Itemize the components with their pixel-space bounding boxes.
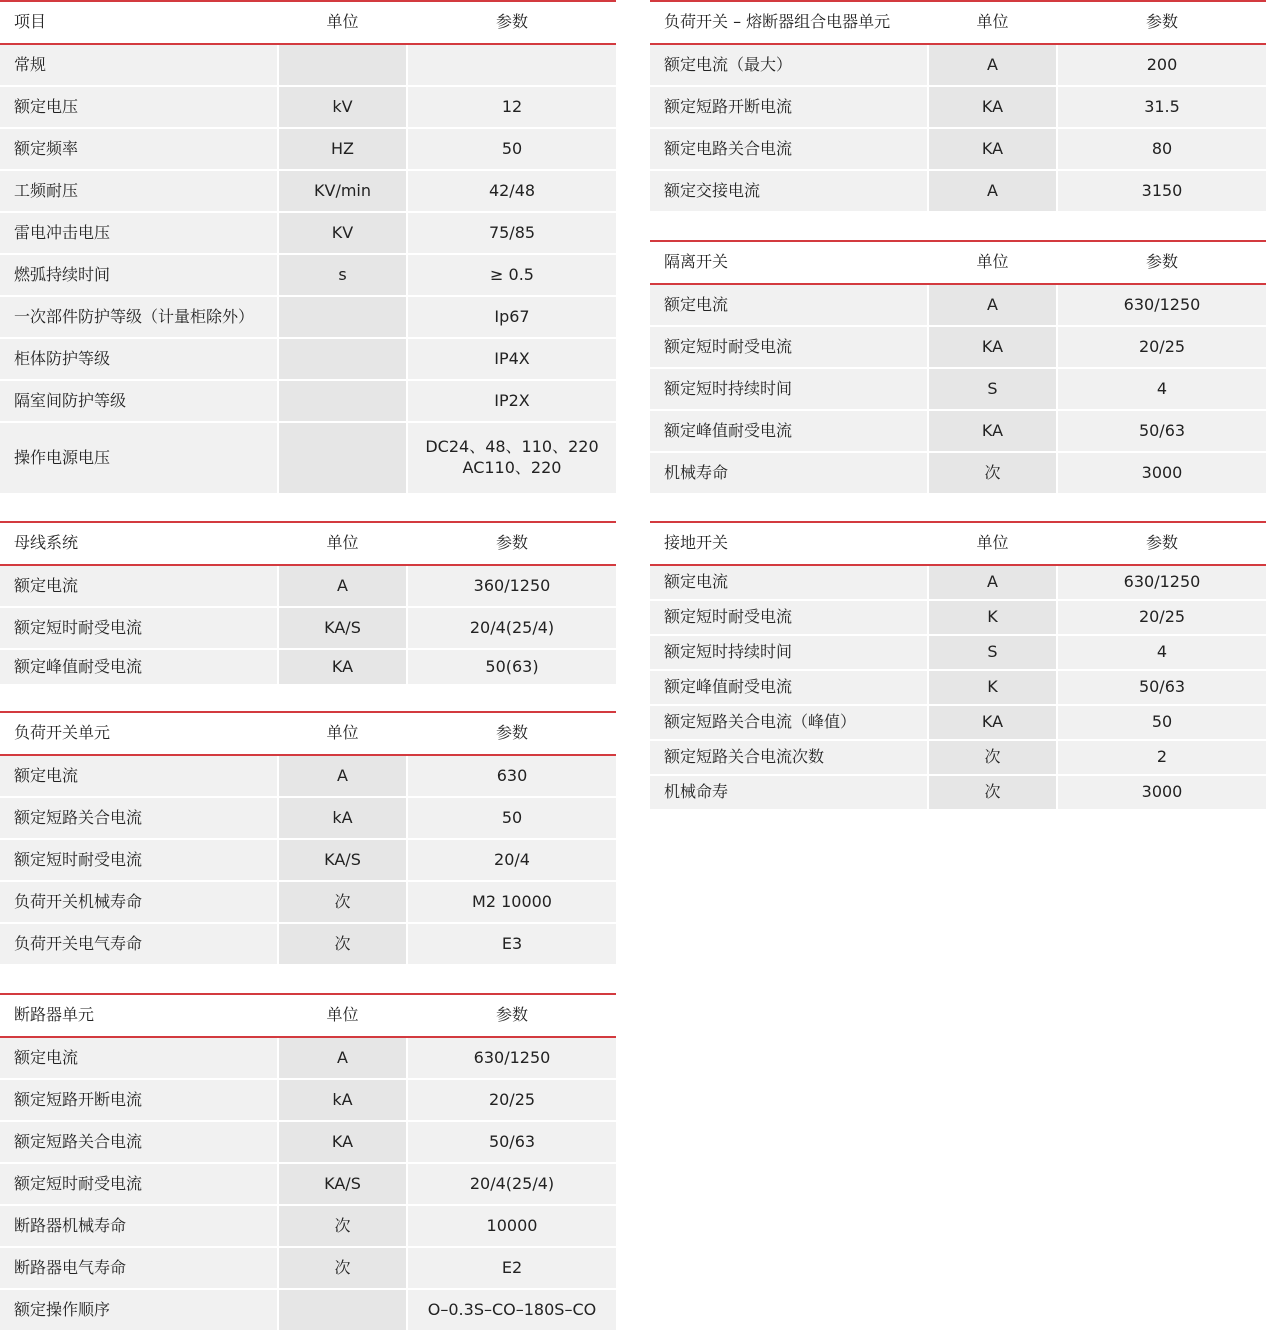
param-lines — [425, 437, 598, 479]
table-body — [0, 45, 616, 493]
table-body — [650, 45, 1266, 211]
table-row — [650, 45, 1266, 87]
row-param-value: 200 — [1146, 54, 1178, 74]
header-param: 参数 — [1145, 533, 1178, 553]
header-item: 母线系统 — [14, 533, 79, 553]
row-param-value: IP4X — [494, 348, 530, 368]
row-param-value: M2 10000 — [472, 891, 552, 911]
header-unit: 单位 — [277, 2, 408, 43]
row-item-name: 额定电流 — [14, 1047, 79, 1067]
table-row — [0, 840, 616, 882]
row-param-value: 50/63 — [1138, 420, 1186, 440]
row-item-name: 额定电流 — [664, 572, 729, 592]
header-unit: 单位 — [927, 523, 1058, 564]
row-item-name: 额定短路开断电流 — [14, 1089, 143, 1109]
row-unit: KA — [927, 411, 1058, 451]
table-row — [0, 297, 616, 339]
row-unit: S — [927, 369, 1058, 409]
row-item-name: 额定频率 — [14, 138, 79, 158]
row-item-name: 常规 — [14, 54, 47, 74]
table-row — [650, 636, 1266, 671]
header-param: 参数 — [495, 12, 528, 32]
table-row — [650, 369, 1266, 411]
row-item-name: 额定电压 — [14, 96, 79, 116]
table-row — [0, 1290, 616, 1330]
row-item-name: 额定短路关合电流（峰值） — [664, 712, 857, 732]
row-param-value: 3000 — [1141, 462, 1183, 482]
table-header — [650, 242, 1266, 285]
row-unit: 次 — [277, 1206, 408, 1246]
row-unit: A — [927, 171, 1058, 211]
table-breaker — [0, 993, 616, 1330]
row-param-value: Ip67 — [494, 306, 530, 326]
row-param-value: 3150 — [1141, 180, 1183, 200]
row-item-name: 额定交接电流 — [664, 180, 761, 200]
row-param-value: 31.5 — [1144, 96, 1180, 116]
row-item-name: 额定操作顺序 — [14, 1299, 111, 1319]
row-unit: KA/S — [277, 608, 408, 648]
table-header — [0, 523, 616, 566]
row-param-value: 20/25 — [1138, 336, 1186, 356]
row-param-value: 20/4(25/4) — [469, 617, 555, 637]
table-row — [0, 1248, 616, 1290]
table-row — [0, 566, 616, 608]
row-param-value: 10000 — [486, 1215, 538, 1235]
row-item-name: 额定短时持续时间 — [664, 378, 793, 398]
row-unit — [277, 339, 408, 379]
header-item: 负荷开关单元 — [14, 723, 111, 743]
param-line: DC24、48、110、220 — [425, 437, 599, 457]
table-body — [0, 756, 616, 964]
table-row — [650, 601, 1266, 636]
table-fuse-combination — [650, 0, 1266, 211]
row-param-value: 2 — [1156, 747, 1168, 767]
row-unit: KA/S — [277, 840, 408, 880]
row-item-name: 一次部件防护等级（计量柜除外） — [14, 306, 255, 326]
row-unit: s — [277, 255, 408, 295]
header-unit: 单位 — [277, 523, 408, 564]
table-header — [650, 523, 1266, 566]
row-param-value: 20/4(25/4) — [469, 1173, 555, 1193]
row-unit: 次 — [927, 741, 1058, 774]
row-param-value: 12 — [501, 96, 523, 116]
table-row — [0, 882, 616, 924]
row-unit: 次 — [927, 453, 1058, 493]
row-item-name: 负荷开关机械寿命 — [14, 891, 143, 911]
row-unit: 次 — [277, 1248, 408, 1288]
header-item: 隔离开关 — [664, 252, 729, 272]
row-param-value: 20/4 — [494, 849, 530, 869]
table-row — [0, 1080, 616, 1122]
row-param-value: E3 — [501, 933, 523, 953]
table-general — [0, 0, 616, 493]
row-unit: kA — [277, 798, 408, 838]
row-param-value: 630/1250 — [473, 1047, 551, 1067]
table-row — [0, 87, 616, 129]
row-item-name: 额定峰值耐受电流 — [664, 420, 793, 440]
table-body — [0, 1038, 616, 1330]
row-item-name: 额定短时耐受电流 — [14, 1173, 143, 1193]
row-item-name: 额定电流 — [664, 294, 729, 314]
row-item-name: 额定短路开断电流 — [664, 96, 793, 116]
table-header — [0, 713, 616, 756]
row-item-name: 额定峰值耐受电流 — [14, 656, 143, 676]
table-row — [650, 87, 1266, 129]
table-row — [650, 411, 1266, 453]
row-unit: 次 — [277, 882, 408, 922]
table-row — [650, 171, 1266, 211]
table-row — [650, 776, 1266, 809]
table-row — [0, 45, 616, 87]
table-row — [0, 255, 616, 297]
row-item-name: 额定短路关合电流 — [14, 807, 143, 827]
row-item-name: 额定电路关合电流 — [664, 138, 793, 158]
table-row — [0, 756, 616, 798]
row-item-name: 隔室间防护等级 — [14, 390, 127, 410]
row-unit: A — [927, 285, 1058, 325]
table-body — [650, 285, 1266, 493]
table-row — [0, 1038, 616, 1080]
row-item-name: 雷电冲击电压 — [14, 222, 111, 242]
row-item-name: 额定电流 — [14, 765, 79, 785]
row-item-name: 额定短时持续时间 — [664, 642, 793, 662]
row-unit: kA — [277, 1080, 408, 1120]
param-line: AC110、220 — [462, 458, 562, 477]
row-param-value: 80 — [1151, 138, 1173, 158]
row-item-name: 额定短路关合电流次数 — [664, 747, 825, 767]
row-unit: KA/S — [277, 1164, 408, 1204]
row-param-value: 20/25 — [1138, 607, 1186, 627]
row-param-value — [408, 45, 616, 85]
row-unit: HZ — [277, 129, 408, 169]
row-unit: KA — [927, 129, 1058, 169]
header-item: 断路器单元 — [14, 1005, 95, 1025]
row-unit — [277, 1290, 408, 1330]
row-unit — [277, 45, 408, 85]
row-unit: 次 — [277, 924, 408, 964]
table-row — [650, 129, 1266, 171]
row-param-value: 50 — [1151, 712, 1173, 732]
header-param: 参数 — [1145, 252, 1178, 272]
row-param-value: IP2X — [494, 390, 530, 410]
table-row — [650, 285, 1266, 327]
header-item: 接地开关 — [664, 533, 729, 553]
row-item-name: 额定短时耐受电流 — [14, 849, 143, 869]
row-unit: A — [277, 756, 408, 796]
row-param-value: 50/63 — [1138, 677, 1186, 697]
row-item-name: 断路器电气寿命 — [14, 1257, 127, 1277]
table-row — [0, 171, 616, 213]
row-item-name: 额定峰值耐受电流 — [664, 677, 793, 697]
row-unit: KA — [277, 1122, 408, 1162]
row-unit: KV — [277, 213, 408, 253]
header-unit: 单位 — [927, 2, 1058, 43]
row-item-name: 额定短时耐受电流 — [664, 336, 793, 356]
row-param-value: 42/48 — [488, 180, 536, 200]
table-disconnector — [650, 240, 1266, 493]
header-param: 参数 — [1145, 12, 1178, 32]
row-item-name: 额定短时耐受电流 — [14, 617, 143, 637]
row-item-name: 额定短路关合电流 — [14, 1131, 143, 1151]
row-unit: kV — [277, 87, 408, 127]
row-item-name: 额定电流（最大） — [664, 54, 793, 74]
row-item-name: 负荷开关电气寿命 — [14, 933, 143, 953]
table-load-switch — [0, 711, 616, 964]
row-unit: A — [927, 566, 1058, 599]
header-unit: 单位 — [277, 713, 408, 754]
table-busbar — [0, 521, 616, 684]
row-param-value: 50 — [501, 138, 523, 158]
row-param-value: 75/85 — [488, 222, 536, 242]
table-row — [0, 381, 616, 423]
header-item: 项目 — [14, 12, 47, 32]
table-row — [0, 798, 616, 840]
row-param-value — [408, 423, 616, 493]
row-param-value: 50 — [501, 807, 523, 827]
table-header — [0, 995, 616, 1038]
row-param-value: 50/63 — [488, 1131, 536, 1151]
table-header — [650, 2, 1266, 45]
row-param-value: 630 — [496, 765, 528, 785]
table-row — [650, 741, 1266, 776]
row-item-name: 额定电流 — [14, 575, 79, 595]
table-row — [650, 327, 1266, 369]
row-unit: KA — [927, 327, 1058, 367]
row-item-name: 机械命寿 — [664, 782, 729, 802]
header-unit: 单位 — [927, 242, 1058, 283]
table-row — [650, 671, 1266, 706]
row-item-name: 工频耐压 — [14, 180, 79, 200]
row-unit: S — [927, 636, 1058, 669]
row-unit: 次 — [927, 776, 1058, 809]
row-item-name: 断路器机械寿命 — [14, 1215, 127, 1235]
row-param-value: 630/1250 — [1123, 572, 1201, 592]
row-param-value: 4 — [1156, 378, 1168, 398]
header-param: 参数 — [495, 533, 528, 553]
row-unit — [277, 297, 408, 337]
row-param-value: 50(63) — [485, 656, 539, 676]
header-unit: 单位 — [277, 995, 408, 1036]
row-item-name: 机械寿命 — [664, 462, 729, 482]
table-row — [0, 129, 616, 171]
header-param: 参数 — [495, 723, 528, 743]
row-item-name: 额定短时耐受电流 — [664, 607, 793, 627]
table-header — [0, 2, 616, 45]
row-param-value: 20/25 — [488, 1089, 536, 1109]
row-unit: K — [927, 601, 1058, 634]
row-unit: A — [277, 1038, 408, 1078]
row-param-value: E2 — [501, 1257, 523, 1277]
row-item-name: 操作电源电压 — [14, 447, 111, 467]
table-row — [0, 213, 616, 255]
row-unit — [277, 381, 408, 421]
table-row — [650, 706, 1266, 741]
header-item: 负荷开关 – 熔断器组合电器单元 — [664, 12, 891, 32]
row-param-value: 630/1250 — [1123, 294, 1201, 314]
table-row — [0, 1164, 616, 1206]
table-row — [0, 1206, 616, 1248]
row-unit — [277, 423, 408, 493]
row-item-name: 柜体防护等级 — [14, 348, 111, 368]
table-row — [0, 1122, 616, 1164]
table-row — [650, 453, 1266, 493]
row-param-value: 3000 — [1141, 782, 1183, 802]
row-unit: K — [927, 671, 1058, 704]
row-param-value: 4 — [1156, 642, 1168, 662]
row-param-value: 360/1250 — [473, 575, 551, 595]
row-item-name: 燃弧持续时间 — [14, 264, 111, 284]
row-unit: KV/min — [277, 171, 408, 211]
table-row — [0, 650, 616, 684]
table-row — [0, 423, 616, 493]
row-param-value: O–0.3S–CO–180S–CO — [427, 1299, 597, 1319]
table-row — [650, 566, 1266, 601]
table-row — [0, 608, 616, 650]
header-param: 参数 — [495, 1005, 528, 1025]
row-unit: A — [927, 45, 1058, 85]
table-earthing-switch — [650, 521, 1266, 809]
row-param-value: ≥ 0.5 — [490, 264, 534, 284]
row-unit: A — [277, 566, 408, 606]
table-body — [0, 566, 616, 684]
table-body — [650, 566, 1266, 809]
row-unit: KA — [927, 87, 1058, 127]
row-unit: KA — [927, 706, 1058, 739]
table-row — [0, 924, 616, 964]
table-row — [0, 339, 616, 381]
row-unit: KA — [277, 650, 408, 684]
